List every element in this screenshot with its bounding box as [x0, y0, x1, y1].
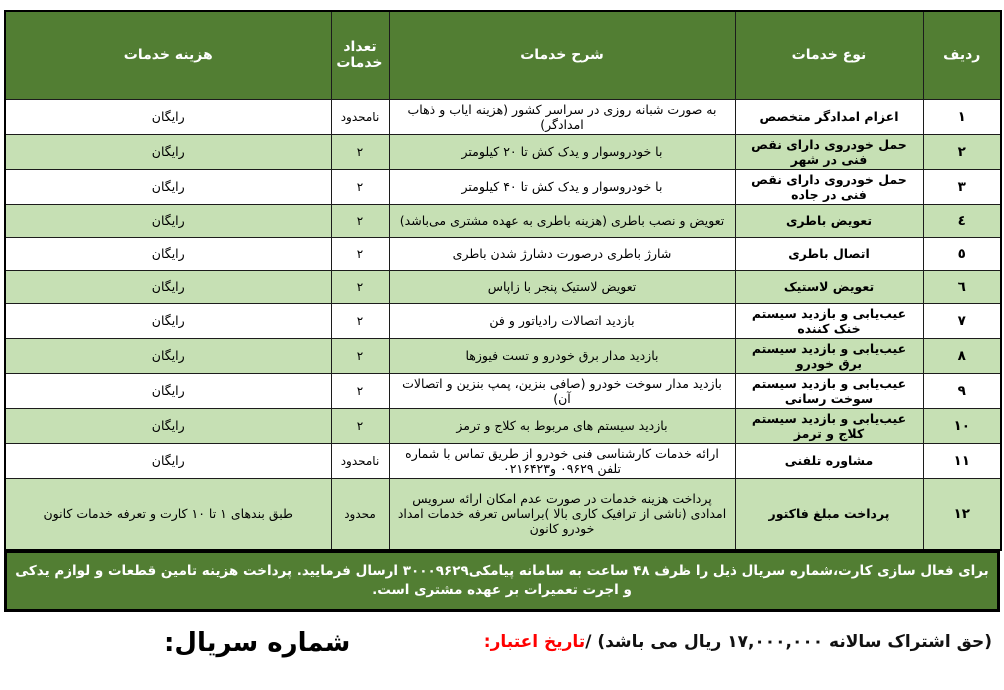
table-row [5, 338, 1001, 373]
subscription-fee-text: (حق اشتراک سالانه ۱۷,۰۰۰,۰۰۰ ریال می باشد) / [585, 631, 992, 652]
service-desc-cell: ارائه خدمات کارشناسی فنی خودرو از طریق تماس با شماره تلفن ۰۹۶۲۹ و۰۲۱۶۴۲۳ [389, 443, 735, 478]
services-table [4, 10, 1002, 551]
table-row [5, 99, 1001, 134]
service-count-cell: ۲ [331, 169, 389, 204]
service-type-cell: عیب‌یابی و بازدید سیستم سوخت رسانی [735, 373, 923, 408]
service-count-cell: ۲ [331, 408, 389, 443]
row-number-cell: ٥ [923, 237, 1001, 270]
header-service-cost: هزینه خدمات [5, 11, 331, 99]
service-desc-cell: تعویض و نصب باطری (هزینه باطری به عهده مشتری می‌باشد) [389, 204, 735, 237]
service-desc-cell: با خودروسوار و یدک کش تا ۲۰ کیلومتر [389, 134, 735, 169]
header-service-type: نوع خدمات [735, 11, 923, 99]
row-number-cell: ۱۲ [923, 478, 1001, 550]
service-type-cell: عیب‌یابی و بازدید سیستم برق خودرو [735, 338, 923, 373]
service-desc-cell: پرداخت هزینه خدمات در صورت عدم امکان ارائه سرویس امدادی (ناشی از ترافیک کاری بالا )براساس تعرفه خدمات امداد خودرو کانون [389, 478, 735, 550]
table-row [5, 169, 1001, 204]
service-cost-cell: رایگان [5, 373, 331, 408]
services-table-body [5, 99, 1001, 550]
service-desc-cell: بازدید سیستم های مربوط به کلاج و ترمز [389, 408, 735, 443]
service-type-cell: حمل خودروی دارای نقص فنی در جاده [735, 169, 923, 204]
service-count-cell: ۲ [331, 303, 389, 338]
service-count-cell: ۲ [331, 237, 389, 270]
row-number-cell: ٤ [923, 204, 1001, 237]
service-count-cell: محدود [331, 478, 389, 550]
row-number-cell: ۳ [923, 169, 1001, 204]
service-count-cell: نامحدود [331, 443, 389, 478]
service-cost-cell: رایگان [5, 303, 331, 338]
header-row-number: ردیف [923, 11, 1001, 99]
service-cost-cell: رایگان [5, 99, 331, 134]
service-cost-cell: رایگان [5, 169, 331, 204]
serial-number-label: شماره سریال: [164, 627, 351, 658]
row-number-cell: ۸ [923, 338, 1001, 373]
service-type-cell: اعزام امدادگر متخصص [735, 99, 923, 134]
table-row [5, 408, 1001, 443]
service-desc-cell: بازدید اتصالات رادیاتور و فن [389, 303, 735, 338]
service-cost-cell: رایگان [5, 443, 331, 478]
service-cost-cell: رایگان [5, 134, 331, 169]
table-row [5, 303, 1001, 338]
service-type-cell: حمل خودروی دارای نقص فنی در شهر [735, 134, 923, 169]
service-type-cell: عیب‌یابی و بازدید سیستم کلاج و ترمز [735, 408, 923, 443]
service-desc-cell: تعویض لاستیک پنجر با زاپاس [389, 270, 735, 303]
row-number-cell: ۱ [923, 99, 1001, 134]
activation-notice-bar: برای فعال سازی کارت،شماره سریال ذیل را ظرف ۴۸ ساعت به سامانه پیامکی۳۰۰۰۹۶۲۹ ارسال فرمایید. پرداخت هزینه تامین قطعات و لوازم یدکی و اجرت تعمیرات بر عهده مشتری است. [4, 551, 1000, 612]
service-cost-cell: طبق بندهای ۱ تا ۱۰ کارت و تعرفه خدمات کانون [5, 478, 331, 550]
service-type-cell: تعویض باطری [735, 204, 923, 237]
table-row [5, 134, 1001, 169]
row-number-cell: ۷ [923, 303, 1001, 338]
service-count-cell: ۲ [331, 270, 389, 303]
services-table-header [5, 11, 1001, 99]
service-desc-cell: بازدید مدار برق خودرو و تست فیوزها [389, 338, 735, 373]
row-number-cell: ٦ [923, 270, 1001, 303]
service-count-cell: ۲ [331, 204, 389, 237]
subscription-fee-line [484, 632, 992, 652]
service-type-cell: تعویض لاستیک [735, 270, 923, 303]
service-count-cell: نامحدود [331, 99, 389, 134]
service-cost-cell: رایگان [5, 408, 331, 443]
service-desc-cell: به صورت شبانه روزی در سراسر کشور (هزینه ایاب و ذهاب امدادگر) [389, 99, 735, 134]
card-footer [4, 612, 1000, 690]
service-type-cell: مشاوره تلفنی [735, 443, 923, 478]
service-count-cell: ۲ [331, 373, 389, 408]
header-service-count: تعداد خدمات [331, 11, 389, 99]
table-row [5, 270, 1001, 303]
table-row [5, 204, 1001, 237]
table-row [5, 373, 1001, 408]
table-row [5, 237, 1001, 270]
service-type-cell: عیب‌یابی و بازدید سیستم خنک کننده [735, 303, 923, 338]
service-count-cell: ۲ [331, 338, 389, 373]
validity-date-label: تاریخ اعتبار: [483, 631, 586, 652]
service-count-cell: ۲ [331, 134, 389, 169]
service-type-cell: پرداخت مبلغ فاکتور [735, 478, 923, 550]
service-desc-cell: با خودروسوار و یدک کش تا ۴۰ کیلومتر [389, 169, 735, 204]
service-desc-cell: بازدید مدار سوخت خودرو (صافی بنزین، پمپ بنزین و اتصالات آن) [389, 373, 735, 408]
service-cost-cell: رایگان [5, 270, 331, 303]
row-number-cell: ۱۱ [923, 443, 1001, 478]
header-service-desc: شرح خدمات [389, 11, 735, 99]
service-type-cell: اتصال باطری [735, 237, 923, 270]
header-row [5, 11, 1001, 99]
row-number-cell: ۹ [923, 373, 1001, 408]
service-desc-cell: شارژ باطری درصورت دشارژ شدن باطری [389, 237, 735, 270]
row-number-cell: ۲ [923, 134, 1001, 169]
row-number-cell: ۱۰ [923, 408, 1001, 443]
service-cost-cell: رایگان [5, 237, 331, 270]
service-cost-cell: رایگان [5, 204, 331, 237]
service-cost-cell: رایگان [5, 338, 331, 373]
table-row [5, 478, 1001, 550]
table-row [5, 443, 1001, 478]
